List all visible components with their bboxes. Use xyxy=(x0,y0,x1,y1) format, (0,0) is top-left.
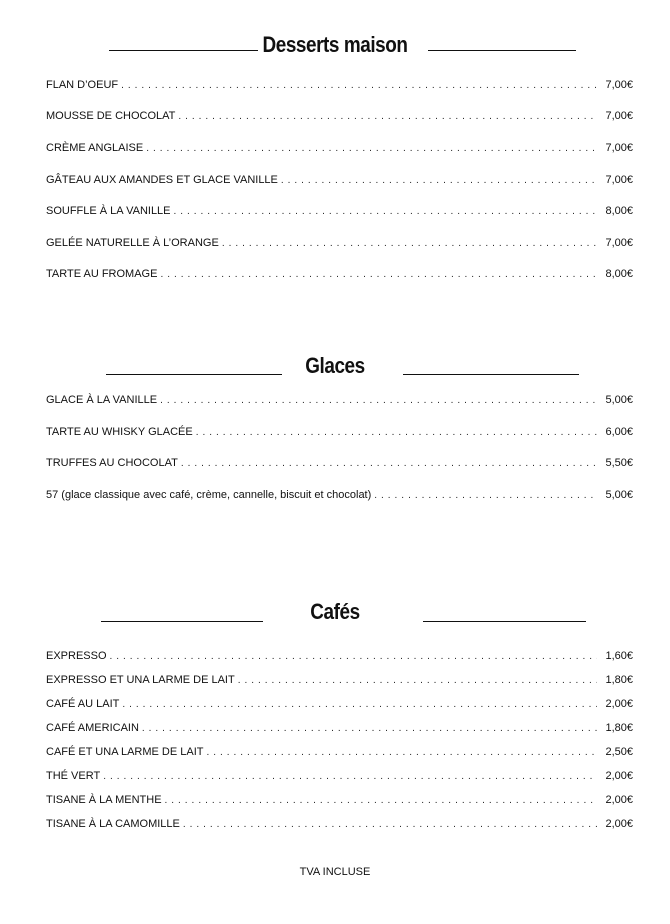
menu-item xyxy=(46,392,633,408)
dot-leader xyxy=(142,721,597,737)
dot-leader xyxy=(238,673,597,689)
item-name: TISANE À LA MENTHE xyxy=(46,794,162,806)
item-name: FLAN D’OEUF xyxy=(46,79,119,91)
menu-item xyxy=(46,720,633,736)
dot-leader xyxy=(122,697,597,713)
menu-item xyxy=(46,672,633,688)
dot-leader xyxy=(165,793,597,809)
item-name: EXPRESSO xyxy=(46,650,107,662)
dot-leader xyxy=(222,236,597,252)
item-price: 7,00€ xyxy=(605,174,633,186)
dot-leader xyxy=(146,141,597,157)
item-name: THÉ VERT xyxy=(46,770,101,782)
item-price: 2,50€ xyxy=(605,746,633,758)
menu-item xyxy=(46,77,633,93)
dot-leader xyxy=(103,769,597,785)
item-price: 5,00€ xyxy=(605,394,633,406)
item-name: 57 (glace classique avec café, crème, cannelle, biscuit et chocolat) xyxy=(46,489,372,501)
item-name: GELÉE NATURELLE À L’ORANGE xyxy=(46,237,219,249)
dot-leader xyxy=(110,649,597,665)
menu-item xyxy=(46,140,633,156)
title-rule-right xyxy=(428,50,576,51)
item-price: 6,00€ xyxy=(605,426,633,438)
item-price: 1,60€ xyxy=(605,650,633,662)
dot-leader xyxy=(207,745,597,761)
menu-item xyxy=(46,108,633,124)
menu-item xyxy=(46,816,633,832)
dot-leader xyxy=(281,173,597,189)
tax-note: TVA INCLUSE xyxy=(299,866,371,878)
item-price: 1,80€ xyxy=(605,674,633,686)
item-name: GÂTEAU AUX AMANDES ET GLACE VANILLE xyxy=(46,174,278,186)
dot-leader xyxy=(183,817,597,833)
item-price: 8,00€ xyxy=(605,205,633,217)
item-name: CRÈME ANGLAISE xyxy=(46,142,144,154)
item-name: GLACE À LA VANILLE xyxy=(46,394,158,406)
item-price: 5,00€ xyxy=(605,489,633,501)
item-price: 8,00€ xyxy=(605,268,633,280)
dot-leader xyxy=(174,204,597,220)
menu-item xyxy=(46,744,633,760)
item-name: TISANE À LA CAMOMILLE xyxy=(46,818,180,830)
item-name: MOUSSE DE CHOCOLAT xyxy=(46,110,176,122)
dot-leader xyxy=(121,78,597,94)
menu-item xyxy=(46,235,633,251)
item-price: 2,00€ xyxy=(605,770,633,782)
menu-item xyxy=(46,266,633,282)
item-price: 7,00€ xyxy=(605,79,633,91)
menu-item xyxy=(46,768,633,784)
item-name: CAFÉ AMERICAIN xyxy=(46,722,139,734)
menu-item xyxy=(46,424,633,440)
dot-leader xyxy=(374,488,597,504)
section-title-desserts: Desserts maison xyxy=(262,32,408,57)
item-price: 1,80€ xyxy=(605,722,633,734)
item-price: 7,00€ xyxy=(605,110,633,122)
dot-leader xyxy=(160,393,597,409)
dot-leader xyxy=(178,109,597,125)
title-rule-right xyxy=(403,374,579,375)
section-title-cafes: Cafés xyxy=(310,599,360,624)
item-name: TARTE AU FROMAGE xyxy=(46,268,158,280)
menu-item xyxy=(46,487,633,503)
item-name: CAFÉ ET UNA LARME DE LAIT xyxy=(46,746,204,758)
item-price: 2,00€ xyxy=(605,794,633,806)
dot-leader xyxy=(196,425,597,441)
menu-item xyxy=(46,696,633,712)
item-price: 7,00€ xyxy=(605,237,633,249)
item-name: TARTE AU WHISKY GLACÉE xyxy=(46,426,193,438)
menu-item xyxy=(46,792,633,808)
item-price: 5,50€ xyxy=(605,457,633,469)
section-title-glaces: Glaces xyxy=(305,353,365,378)
menu-item xyxy=(46,172,633,188)
title-rule-right xyxy=(423,621,586,622)
dot-leader xyxy=(160,267,597,283)
item-price: 7,00€ xyxy=(605,142,633,154)
menu-item xyxy=(46,203,633,219)
dot-leader xyxy=(181,456,597,472)
menu-item xyxy=(46,455,633,471)
item-price: 2,00€ xyxy=(605,698,633,710)
item-name: SOUFFLE À LA VANILLE xyxy=(46,205,171,217)
item-name: TRUFFES AU CHOCOLAT xyxy=(46,457,178,469)
item-name: EXPRESSO ET UNA LARME DE LAIT xyxy=(46,674,235,686)
item-name: CAFÉ AU LAIT xyxy=(46,698,120,710)
menu-item xyxy=(46,648,633,664)
item-price: 2,00€ xyxy=(605,818,633,830)
